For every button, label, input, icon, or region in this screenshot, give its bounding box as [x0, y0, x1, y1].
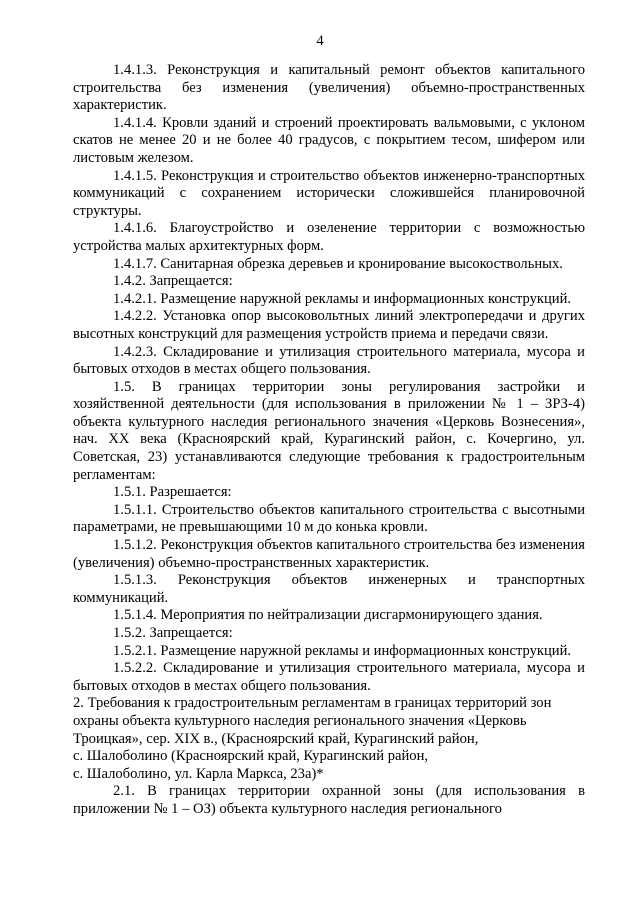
section-heading-line: с. Шалоболино, ул. Карла Маркса, 23а)* [73, 765, 324, 782]
section-heading [73, 695, 585, 783]
paragraph-1-4-1-3: 1.4.1.3. Реконструкция и капитальный ремонт объектов капитального строительства без изменения (увеличения) объемно-пространственных характеристик. [73, 62, 585, 114]
paragraph-1-5-1-1: 1.5.1.1. Строительство объектов капитального строительства с высотными параметрами, не превышающими 10 м до конька кровли. [73, 501, 585, 536]
paragraph-1-4-1-5: 1.4.1.5. Реконструкция и строительство объектов инженерно-транспортных коммуникаций с сохранением исторически сложившейся планировочной структуры. [73, 167, 585, 219]
paragraph-2-1: 2.1. В границах территории охранной зоны (для использования в приложении № 1 – ОЗ) объекта культурного наследия регионального [73, 783, 585, 817]
paragraph-1-4-1-4: 1.4.1.4. Кровли зданий и строений проектировать вальмовыми, с уклоном скатов не менее 20 и не более 40 градусов, с покрытием тесом, шифером или листовым железом. [73, 114, 585, 166]
paragraph-1-5-2: 1.5.2. Запрещается: [113, 625, 233, 641]
paragraph-1-4-2-1: 1.4.2.1. Размещение наружной рекламы и информационных конструкций. [113, 290, 572, 307]
paragraph-1-5-2-1: 1.5.2.1. Размещение наружной рекламы и информационных конструкций. [113, 642, 572, 659]
paragraph-1-4-2-2: 1.4.2.2. Установка опор высоковольтных линий электропередачи и других высотных конструкций для размещения устройств приема и передачи связи. [73, 308, 585, 342]
paragraph-1-5-1-2: 1.5.1.2. Реконструкция объектов капитального строительства без изменения (увеличения) объемно-пространственных характеристик. [73, 537, 585, 571]
section-heading-line: 2. Требования к градостроительным регламентам в границах территорий зон [73, 695, 552, 712]
section-heading-line: охраны объекта культурного наследия регионального значения «Церковь [73, 712, 527, 729]
section-heading-line: с. Шалоболино (Красноярский край, Курагинский район, [73, 748, 429, 765]
section-heading-line: Троицкая», сер. XIX в., (Красноярский край, Курагинский район, [73, 730, 479, 747]
paragraph-1-4-2: 1.4.2. Запрещается: [113, 273, 233, 290]
paragraph-1-5: 1.5. В границах территории зоны регулирования застройки и хозяйственной деятельности (для использования в приложении № 1 – ЗРЗ-4) объекта культурного наследия регионального значения «Церковь Вознесения», нач. XX века (Красноярский край, Курагинский район, с. Кочергино, ул. Советская, 23) устанавливаются следующие требования к градостроительным регламентам: [73, 378, 585, 483]
paragraph-1-4-1-6: 1.4.1.6. Благоустройство и озеленение территории с возможностью устройства малых архитектурных форм. [73, 220, 585, 254]
page-number: 4 [316, 33, 324, 49]
paragraph-1-5-2-2: 1.5.2.2. Складирование и утилизация строительного материала, мусора и бытовых отходов в местах общего пользования. [73, 660, 585, 694]
paragraph-1-4-2-3: 1.4.2.3. Складирование и утилизация строительного материала, мусора и бытовых отходов в местах общего пользования. [73, 343, 585, 378]
paragraph-1-5-1-3: 1.5.1.3. Реконструкция объектов инженерных и транспортных коммуникаций. [73, 572, 585, 606]
document-body [73, 62, 585, 819]
paragraph-1-5-1-4: 1.5.1.4. Мероприятия по нейтрализации дисгармонирующего здания. [113, 607, 543, 624]
paragraph-1-4-1-7: 1.4.1.7. Санитарная обрезка деревьев и кронирование высокоствольных. [113, 255, 563, 272]
paragraph-1-5-1: 1.5.1. Разрешается: [113, 484, 232, 501]
